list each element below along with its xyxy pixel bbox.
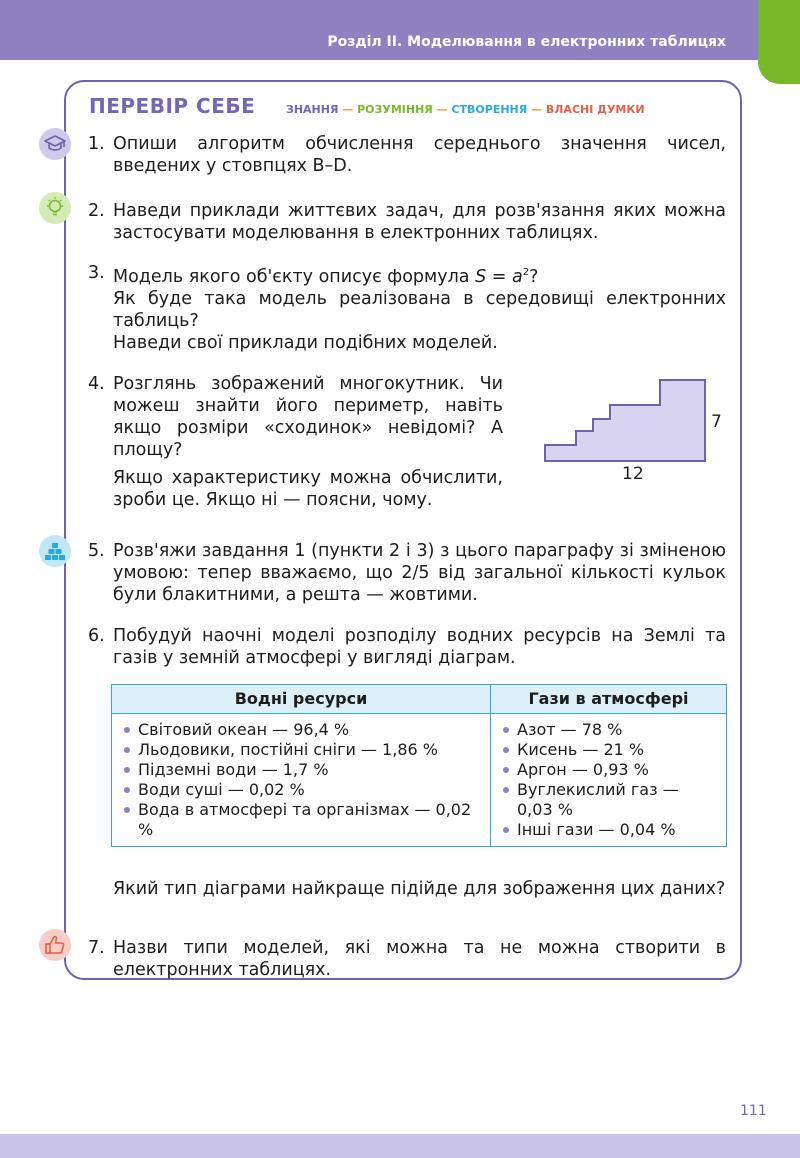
- chapter-title: Розділ II. Моделювання в електронних таблицях: [327, 34, 726, 50]
- question-text: Який тип діаграми найкраще підійде для зображення цих даних?: [113, 879, 726, 899]
- question-number: 3.: [88, 263, 105, 283]
- legend-separator: —: [342, 103, 354, 116]
- legend-knowledge: ЗНАННЯ: [286, 103, 339, 116]
- question-number: 1.: [88, 134, 105, 154]
- question-text: Розглянь зображений многокутник. Чи можеш знайти його периметр, навіть якщо розміри «сходинок» невідомі? А площу?: [113, 374, 503, 460]
- page-number: 111: [740, 1103, 767, 1119]
- list-item: Льодовики, постійні сніги — 1,86 %: [122, 740, 482, 760]
- graduation-cap-icon: [39, 128, 71, 160]
- formula-a: a: [511, 266, 523, 287]
- list-item: Води суші — 0,02 %: [122, 780, 482, 800]
- resources-table: [111, 684, 727, 847]
- question-4: [88, 373, 503, 511]
- question-text: Опиши алгоритм обчислення середнього значення чисел, введених у стовпцях B–D.: [113, 134, 726, 176]
- list-item: Вуглекислий газ — 0,03 %: [501, 780, 718, 820]
- list-item: Інші гази — 0,04 %: [501, 820, 718, 840]
- staircase-polygon-figure: [540, 375, 730, 485]
- header-band: [0, 0, 800, 60]
- lightbulb-icon: [39, 192, 71, 224]
- blocks-pyramid-icon: [39, 535, 71, 567]
- question-line: Наведи свої приклади подібних моделей.: [113, 332, 498, 353]
- question-3: [88, 262, 726, 354]
- question-text: ?: [529, 266, 539, 287]
- question-number: 4.: [88, 374, 105, 394]
- water-resources-cell: [112, 714, 491, 847]
- list-item: Підземні води — 1,7 %: [122, 760, 482, 780]
- legend-creation: СТВОРЕННЯ: [451, 103, 528, 116]
- formula-eq: =: [486, 266, 512, 287]
- question-text: Назви типи моделей, які можна та не можна створити в електронних таблицях.: [113, 938, 726, 980]
- staircase-shape: [545, 380, 705, 461]
- question-5: [88, 540, 726, 606]
- width-label: 12: [622, 464, 644, 484]
- list-item: Азот — 78 %: [501, 720, 718, 740]
- question-text: Наведи приклади життєвих задач, для розв'язання яких можна застосувати моделювання в електронних таблицях.: [113, 201, 726, 243]
- question-text: Побудуй наочні моделі розподілу водних ресурсів на Землі та газів у земній атмосфері у вигляді діаграм.: [113, 626, 726, 668]
- question-text: Модель якого об'єкту описує формула: [113, 266, 476, 287]
- list-item: Аргон — 0,93 %: [501, 760, 718, 780]
- question-text: Якщо характеристику можна обчислити, зроби це. Якщо ні — поясни, чому.: [113, 468, 503, 510]
- question-line: [113, 262, 726, 288]
- question-6: [88, 625, 726, 669]
- chapter-tab: [758, 0, 800, 84]
- question-text: Розв'яжи завдання 1 (пункти 2 і 3) з цього параграфу зі зміненою умовою: тепер вважаємо, що 2/5 від загальної кількості кульок були блакитними, а решта — жовтими.: [113, 541, 726, 605]
- legend-separator: —: [531, 103, 543, 116]
- question-line: Як буде така модель реалізована в середовищі електронних таблиць?: [113, 288, 726, 331]
- list-item: Світовий океан — 96,4 %: [122, 720, 482, 740]
- formula-exponent: 2: [522, 267, 530, 278]
- question-number: 7.: [88, 938, 105, 958]
- table-header-gases: Гази в атмосфері: [491, 685, 727, 714]
- question-number: 6.: [88, 626, 105, 646]
- table-row: [112, 714, 727, 847]
- formula-s: S: [475, 266, 487, 287]
- table-header-row: [112, 685, 727, 714]
- table-header-water: Водні ресурси: [112, 685, 491, 714]
- legend-own-thoughts: ВЛАСНІ ДУМКИ: [545, 103, 645, 116]
- legend-understanding: РОЗУМІННЯ: [357, 103, 433, 116]
- legend-separator: —: [436, 103, 448, 116]
- list-item: Вода в атмосфері та організмах — 0,02 %: [122, 800, 482, 840]
- thumbs-up-icon: [39, 929, 71, 961]
- question-number: 2.: [88, 201, 105, 221]
- question-2: [88, 200, 726, 244]
- list-item: Кисень — 21 %: [501, 740, 718, 760]
- section-title: ПЕРЕВІР СЕБЕ: [89, 94, 256, 118]
- question-number: 5.: [88, 541, 105, 561]
- footer-band: [0, 1134, 800, 1158]
- atmosphere-gases-cell: [491, 714, 727, 847]
- question-1: [88, 133, 726, 177]
- question-7: [88, 937, 726, 981]
- skill-legend: [286, 103, 645, 116]
- height-label: 7: [711, 412, 722, 432]
- question-6-followup: [88, 878, 726, 900]
